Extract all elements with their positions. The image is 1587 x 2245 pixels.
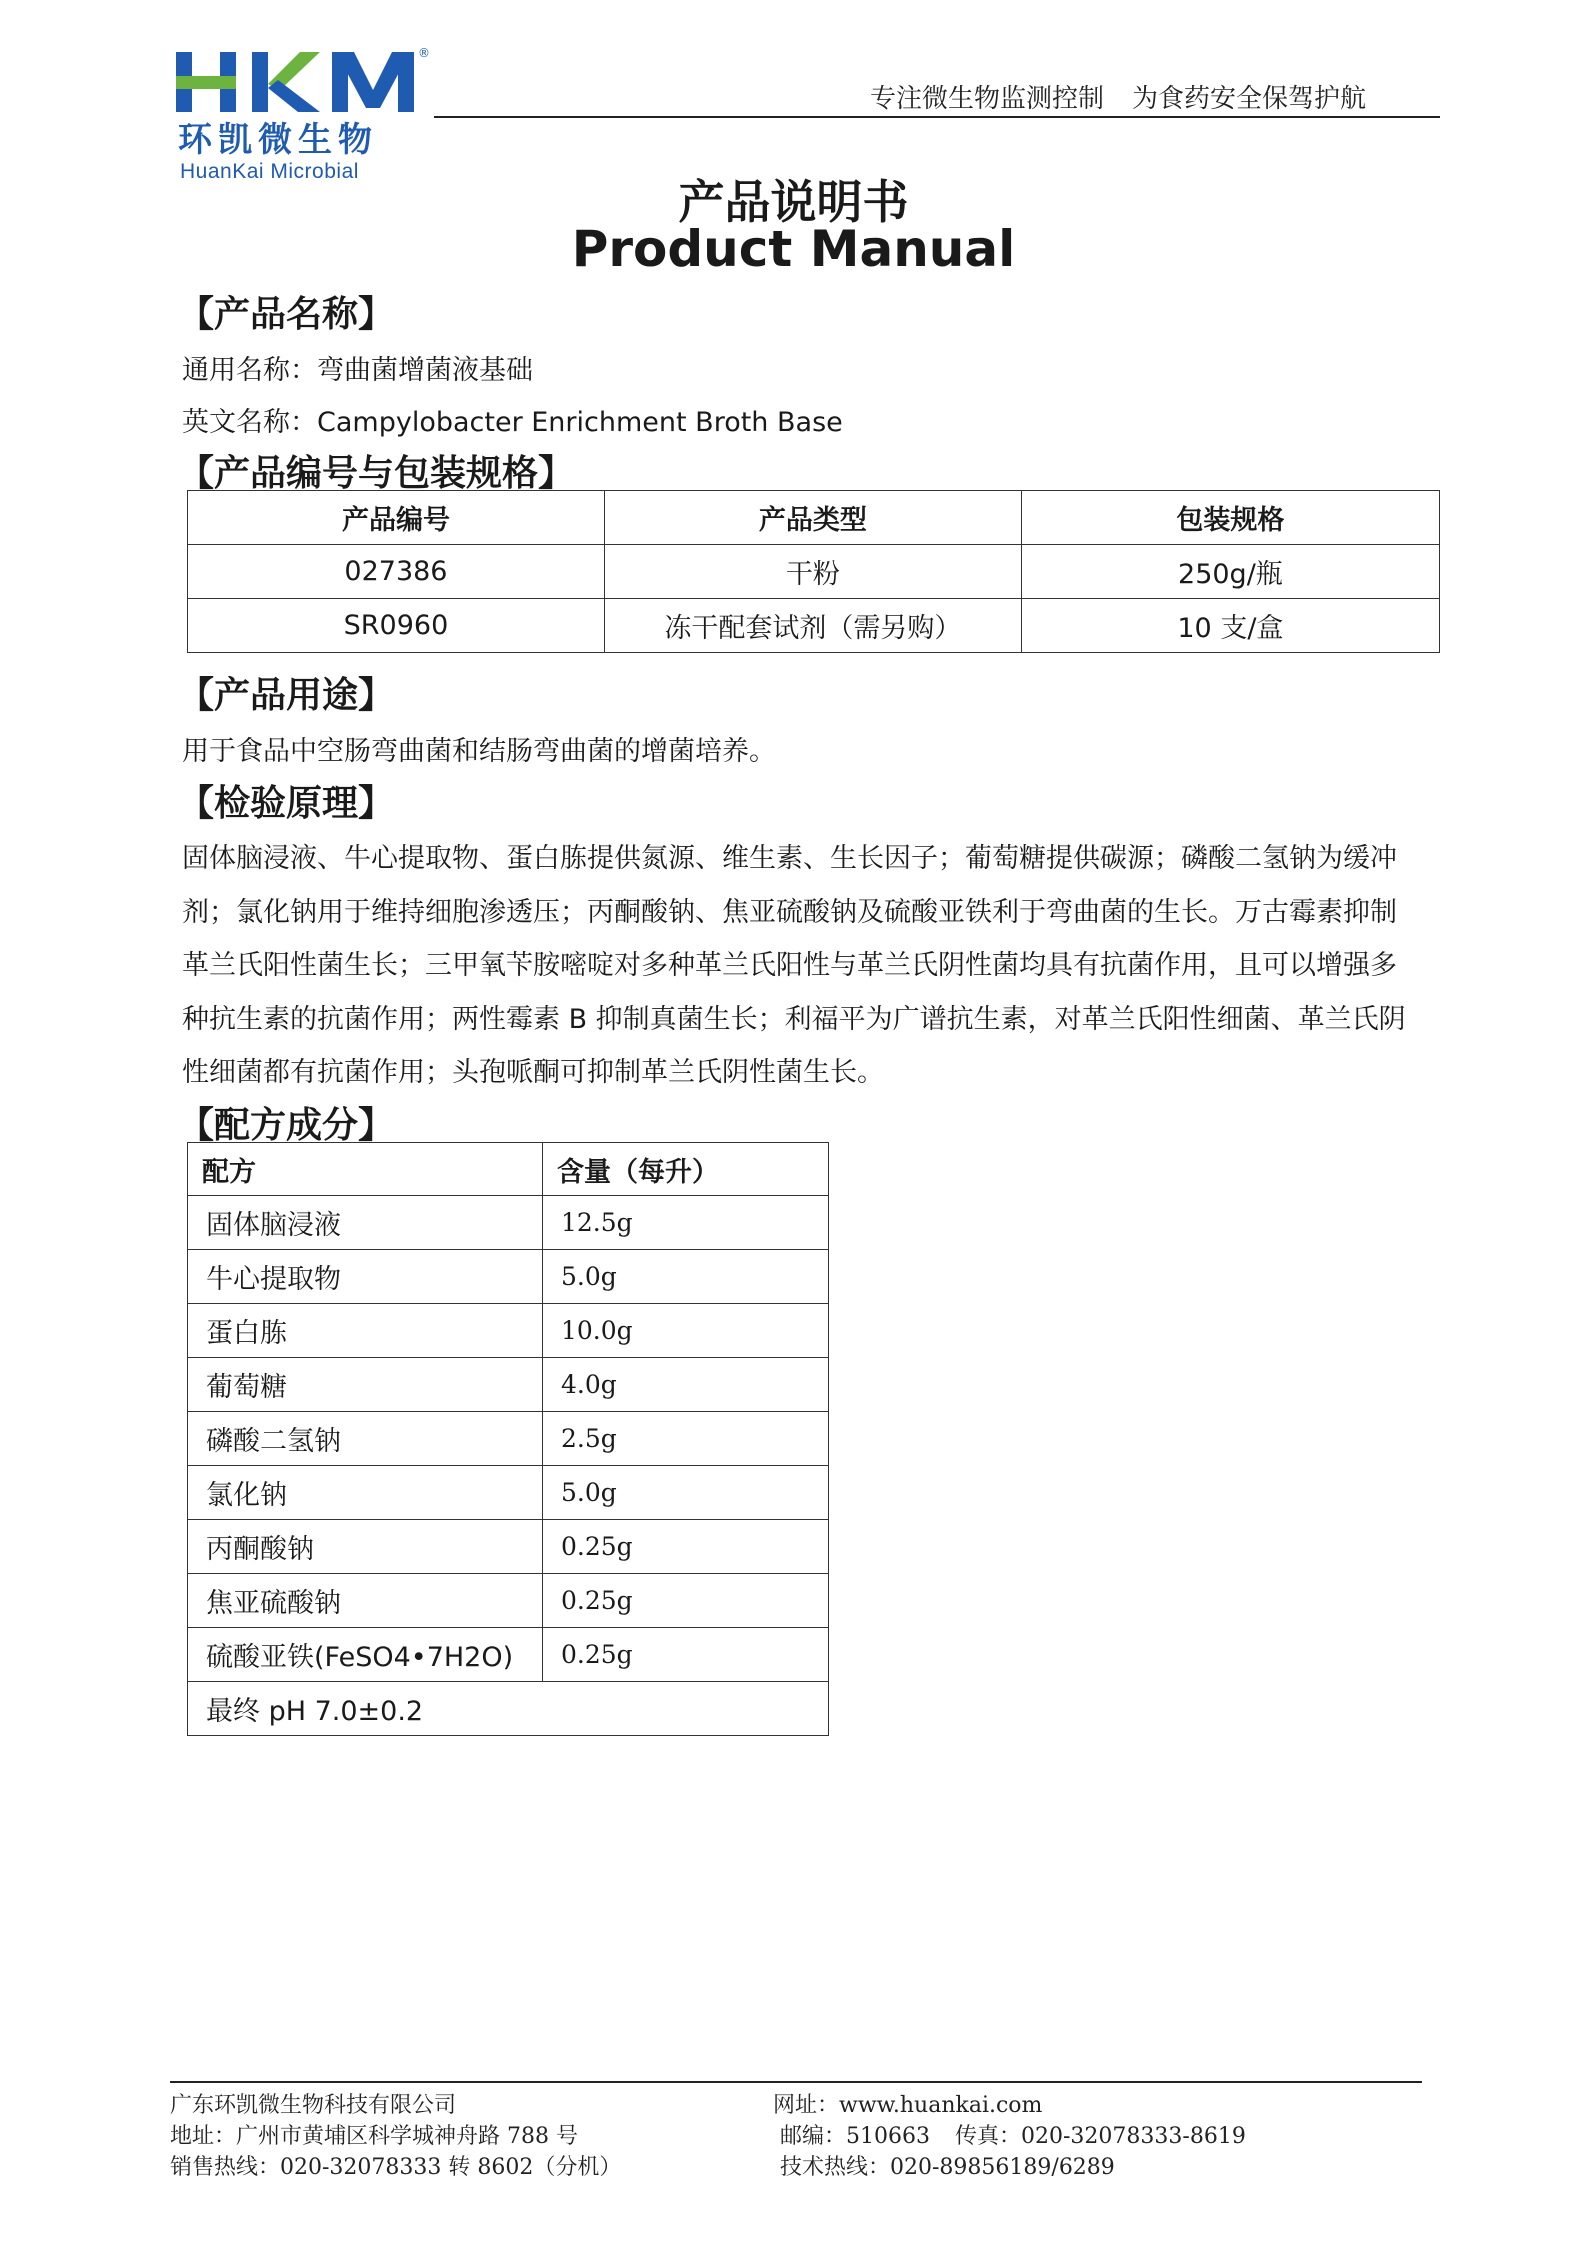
footer-divider: [170, 2081, 1422, 2083]
ingredient-amount: 4.0g: [543, 1358, 829, 1412]
table-row: [188, 1628, 829, 1682]
table-cell: SR0960: [188, 599, 605, 653]
column-header: 含量（每升）: [543, 1143, 829, 1196]
table-row: [188, 1682, 829, 1736]
footer-address: 地址：广州市黄埔区科学城神舟路 788 号: [170, 2124, 578, 2149]
table-row: [188, 599, 1440, 653]
table-header-row: [188, 491, 1440, 545]
ingredient-amount: 10.0g: [543, 1304, 829, 1358]
ingredient-amount: 0.25g: [543, 1628, 829, 1682]
ingredient-amount: 0.25g: [543, 1520, 829, 1574]
ingredient-name: 焦亚硫酸钠: [188, 1574, 543, 1628]
table-row: [188, 1466, 829, 1520]
principle-line: 剂；氯化钠用于维持细胞渗透压；丙酮酸钠、焦亚硫酸钠及硫酸亚铁利于弯曲菌的生长。万古霉素抑制: [182, 897, 1397, 928]
common-name: 通用名称：弯曲菌增菌液基础: [182, 355, 533, 386]
ingredient-name: 丙酮酸钠: [188, 1520, 543, 1574]
spec-table: [187, 490, 1440, 653]
table-cell: 027386: [188, 545, 605, 599]
company-logo: [172, 46, 432, 183]
footer-website: 网址：www.huankai.com: [773, 2093, 1043, 2118]
section-heading-spec: 【产品编号与包装规格】: [178, 453, 575, 494]
hkm-logo-mark: [172, 46, 432, 118]
ingredient-name: 牛心提取物: [188, 1250, 543, 1304]
ingredient-name: 葡萄糖: [188, 1358, 543, 1412]
section-heading-usage: 【产品用途】: [178, 675, 395, 716]
ingredient-amount: 12.5g: [543, 1196, 829, 1250]
ingredient-name: 固体脑浸液: [188, 1196, 543, 1250]
footer-company: 广东环凯微生物科技有限公司: [170, 2093, 457, 2118]
table-row: [188, 545, 1440, 599]
table-cell: 10 支/盒: [1021, 599, 1439, 653]
english-name: 英文名称：Campylobacter Enrichment Broth Base: [182, 407, 843, 438]
footer-postcode: 邮编：510663: [780, 2124, 930, 2149]
section-heading-principle: 【检验原理】: [178, 783, 395, 824]
table-row: [188, 1250, 829, 1304]
column-header: 配方: [188, 1143, 543, 1196]
column-header: 产品编号: [188, 491, 605, 545]
ingredient-amount: 2.5g: [543, 1412, 829, 1466]
table-row: [188, 1358, 829, 1412]
column-header: 产品类型: [604, 491, 1021, 545]
table-header-row: [188, 1143, 829, 1196]
logo-chinese-name: 环凯微生物: [178, 120, 378, 160]
table-row: [188, 1574, 829, 1628]
column-header: 包装规格: [1021, 491, 1439, 545]
formula-table: [187, 1142, 829, 1736]
footer-fax: 传真：020-32078333-8619: [955, 2124, 1246, 2149]
ingredient-name: 氯化钠: [188, 1466, 543, 1520]
usage-text: 用于食品中空肠弯曲菌和结肠弯曲菌的增菌培养。: [182, 736, 776, 767]
title-chinese: 产品说明书: [678, 175, 909, 229]
table-cell: 250g/瓶: [1021, 545, 1439, 599]
section-heading-product-name: 【产品名称】: [178, 294, 395, 335]
section-heading-formula: 【配方成分】: [178, 1105, 395, 1146]
header-slogan: [870, 78, 1366, 115]
ingredient-amount: 0.25g: [543, 1574, 829, 1628]
principle-line: 种抗生素的抗菌作用；两性霉素 B 抑制真菌生长；利福平为广谱抗生素，对革兰氏阳性细菌、革兰氏阴: [182, 1004, 1406, 1035]
table-cell: 冻干配套试剂（需另购）: [604, 599, 1021, 653]
table-row: [188, 1520, 829, 1574]
slogan-part-1: 专注微生物监测控制: [870, 84, 1105, 114]
table-row: [188, 1412, 829, 1466]
ingredient-name: 磷酸二氢钠: [188, 1412, 543, 1466]
logo-english-name: HuanKai Microbial: [180, 160, 359, 183]
principle-line: 革兰氏阳性菌生长；三甲氧苄胺嘧啶对多种革兰氏阳性与革兰氏阴性菌均具有抗菌作用，且可以增强多: [182, 950, 1397, 981]
footer-sales-hotline: 销售热线：020-32078333 转 8602（分机）: [170, 2155, 622, 2180]
table-row: [188, 1196, 829, 1250]
ingredient-name: 硫酸亚铁(FeSO4•7H2O): [188, 1628, 543, 1682]
slogan-part-2: 为食药安全保驾护航: [1132, 84, 1367, 114]
final-ph: 最终 pH 7.0±0.2: [188, 1682, 829, 1736]
ingredient-name: 蛋白胨: [188, 1304, 543, 1358]
principle-line: 固体脑浸液、牛心提取物、蛋白胨提供氮源、维生素、生长因子；葡萄糖提供碳源；磷酸二氢钠为缓冲: [182, 843, 1397, 874]
header-divider: [434, 116, 1440, 118]
principle-line: 性细菌都有抗菌作用；头孢哌酮可抑制革兰氏阴性菌生长。: [182, 1057, 884, 1088]
table-row: [188, 1304, 829, 1358]
ingredient-amount: 5.0g: [543, 1466, 829, 1520]
ingredient-amount: 5.0g: [543, 1250, 829, 1304]
title-english: Product Manual: [571, 220, 1016, 278]
footer-tech-hotline: 技术热线：020-89856189/6289: [780, 2155, 1115, 2180]
table-cell: 干粉: [604, 545, 1021, 599]
registered-mark: ®: [418, 46, 430, 60]
